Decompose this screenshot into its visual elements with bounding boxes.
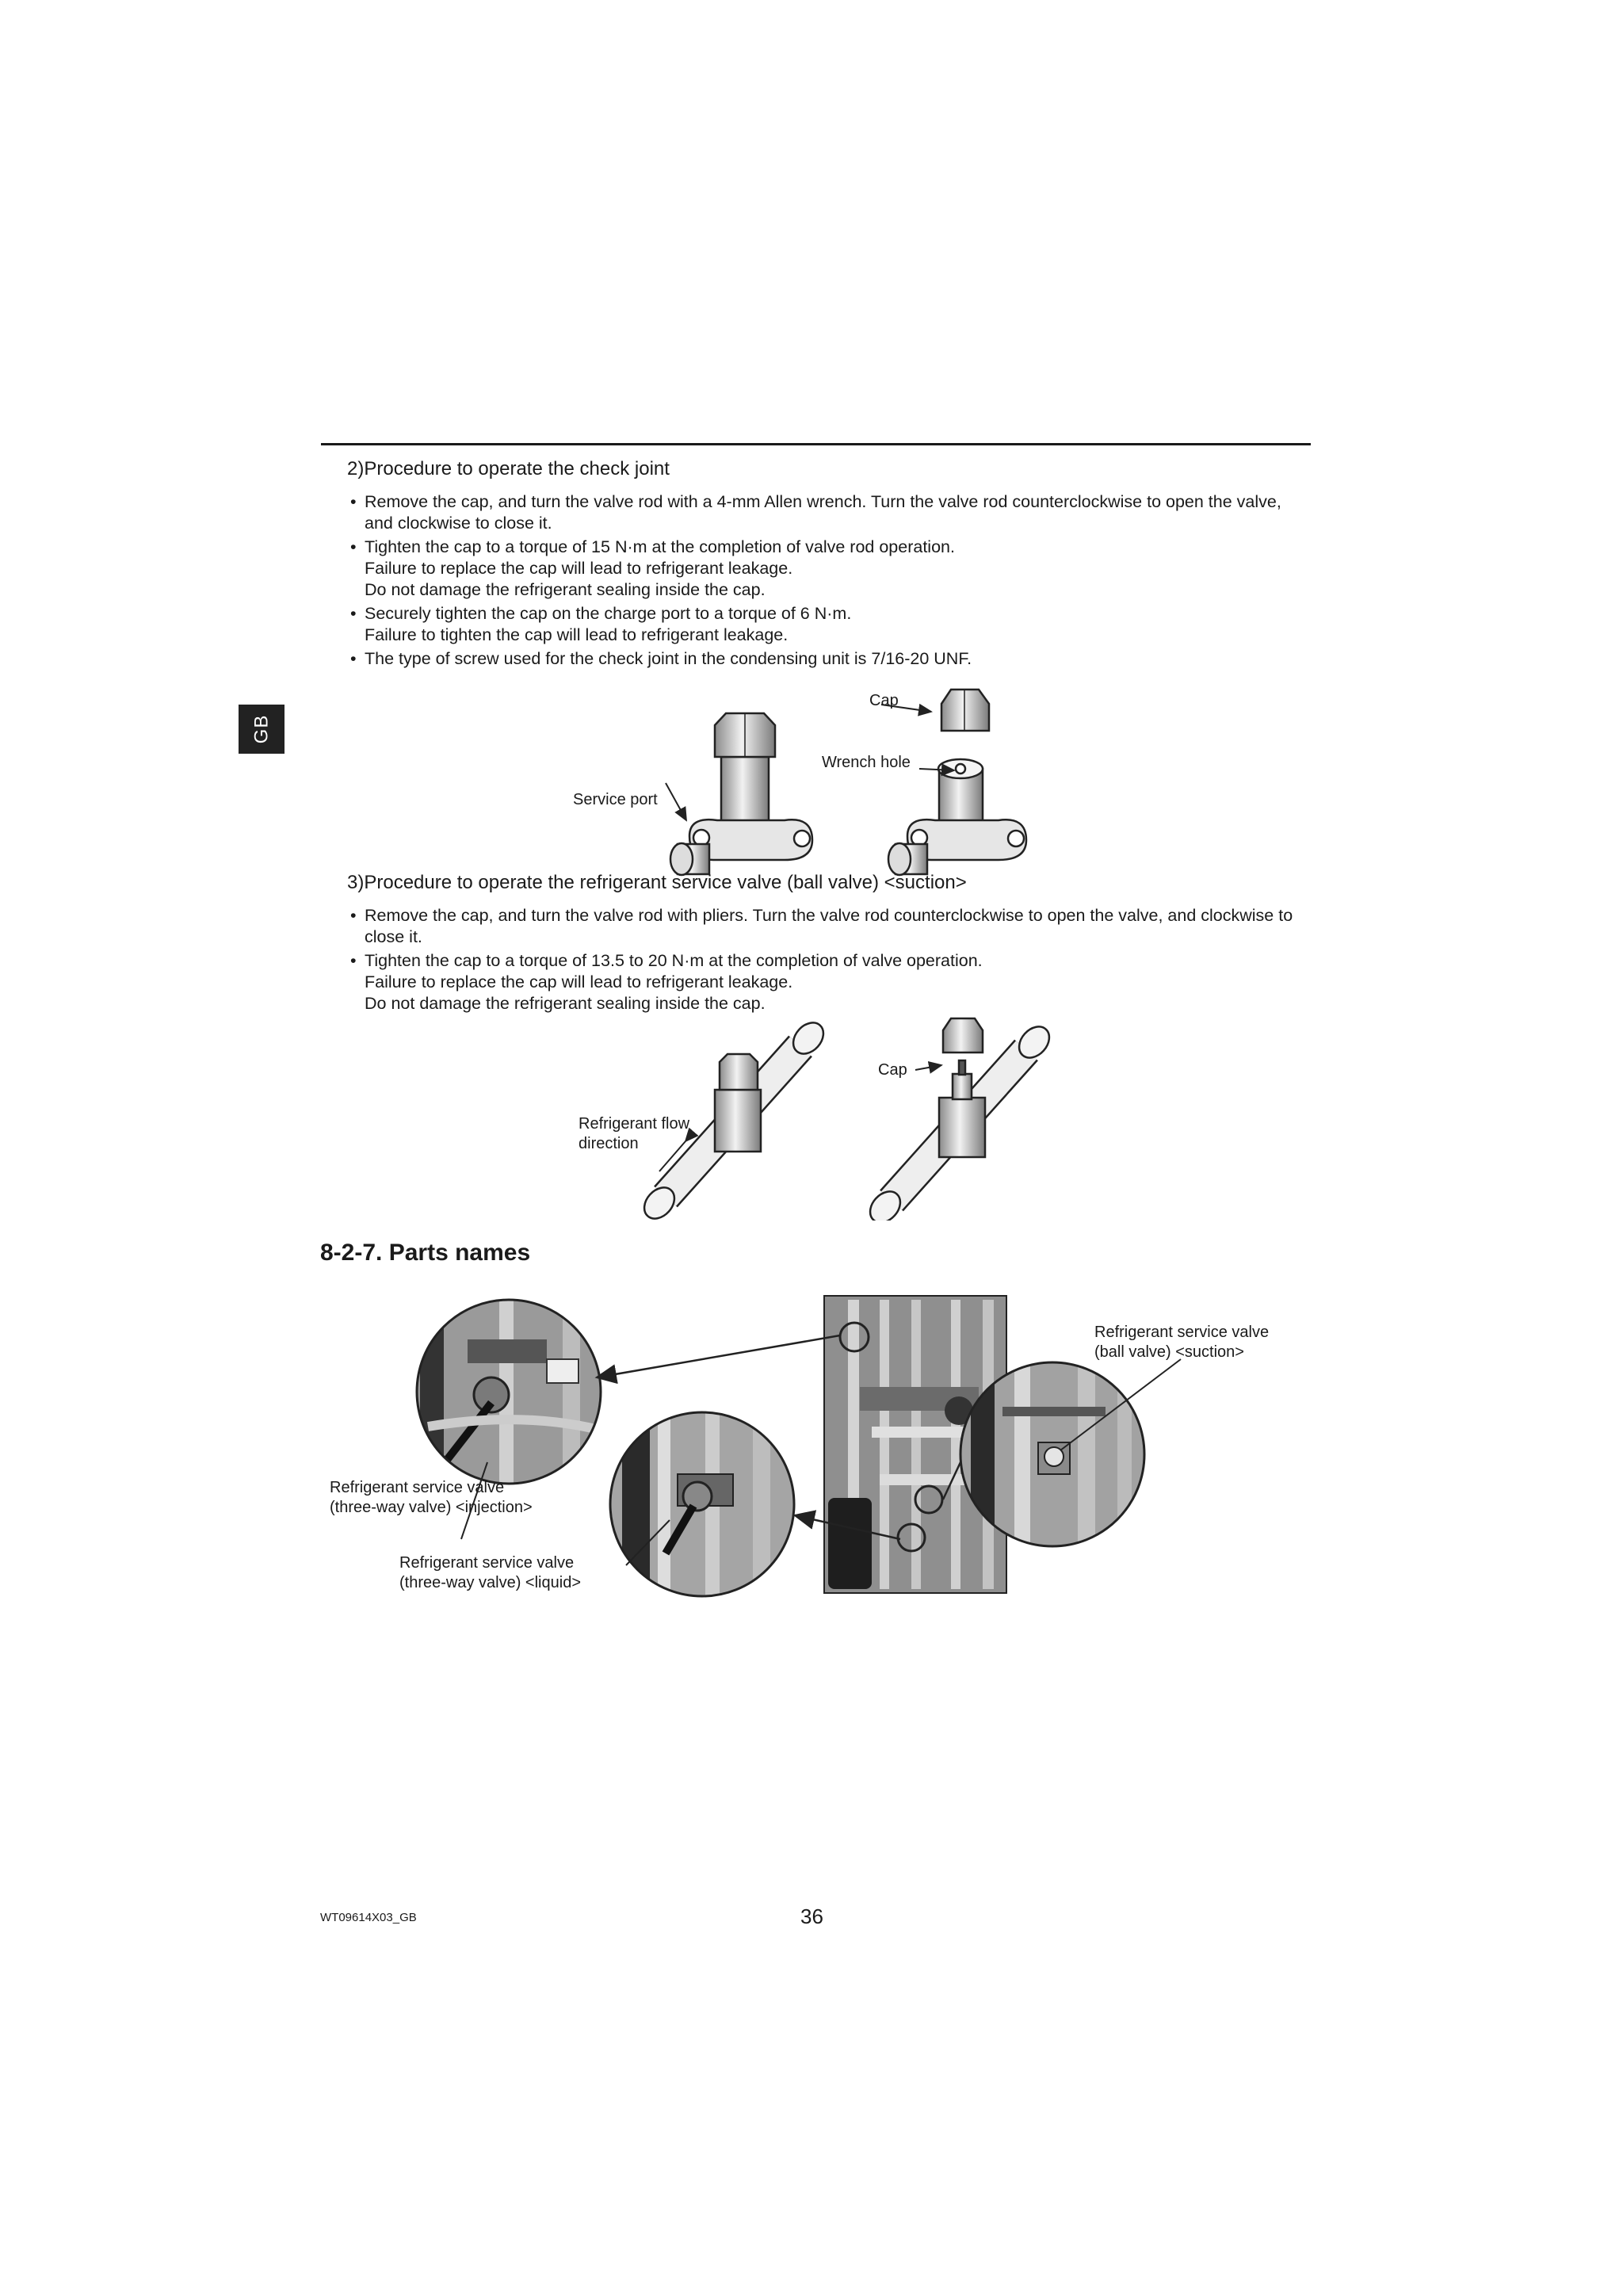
label-service-port: Service port (573, 791, 658, 808)
language-tab (239, 705, 285, 754)
text-line: Refrigerant service valve (399, 1554, 575, 1572)
text-line: Failure to replace the cap will lead to refrigerant leakage. (365, 559, 793, 578)
text-line: Refrigerant service valve (330, 1479, 505, 1496)
check-joint-with-cap (670, 713, 812, 875)
text-line: • Remove the cap, and turn the valve rod with a 4-mm Allen wrench. Turn the valve rod counterclockwise to open the valve, (365, 492, 1281, 511)
check-joint-heading: 2)Procedure to operate the check joint (347, 458, 670, 479)
text-line: Do not damage the refrigerant sealing inside the cap. (365, 994, 766, 1013)
check-joint-figure (571, 682, 1046, 896)
injection-valve-zoom (404, 1292, 618, 1498)
text-line: Do not damage the refrigerant sealing inside the cap. (365, 580, 766, 599)
text-line: (three-way valve) <liquid> (399, 1574, 581, 1591)
text-line: Refrigerant flow (579, 1115, 690, 1133)
text-line: • Remove the cap, and turn the valve rod with pliers. Turn the valve rod counterclockwise to open the valve, and clockwise to (365, 906, 1293, 925)
text-line: (ball valve) <suction> (1094, 1343, 1244, 1361)
ball-valve-heading: 3)Procedure to operate the refrigerant service valve (ball valve) <suction> (347, 872, 967, 893)
text-line: • Securely tighten the cap on the charge port to a torque of 6 N·m. (365, 604, 852, 623)
service-port-leader (666, 783, 686, 820)
text-line: close it. (365, 927, 422, 946)
loose-cap (941, 690, 989, 731)
ball-valve-cap (943, 1018, 983, 1052)
label-flow-direction (579, 1114, 689, 1154)
page-number: 36 (800, 1904, 823, 1928)
label-suction-valve (1094, 1323, 1269, 1362)
label-injection-valve (330, 1478, 533, 1518)
list-item (349, 905, 1312, 948)
text-line: Failure to replace the cap will lead to refrigerant leakage. (365, 972, 793, 991)
text-line: Refrigerant service valve (1094, 1324, 1270, 1341)
list-item (349, 491, 1312, 534)
language-tab-label: GB (250, 714, 272, 744)
liquid-valve-zoom (606, 1411, 804, 1601)
label-wrench-hole: Wrench hole (822, 754, 911, 771)
label-cap: Cap (869, 692, 899, 709)
list-item (349, 950, 1312, 1014)
ball-valve-bullets (349, 905, 1312, 1017)
check-joint-bullets (349, 491, 1312, 672)
injection-leader (597, 1335, 840, 1377)
document-code: WT09614X03_GB (320, 1911, 417, 1924)
text-line: (three-way valve) <injection> (330, 1499, 533, 1516)
text-line: • Tighten the cap to a torque of 15 N·m at the completion of valve rod operation. (365, 537, 955, 556)
text-line: Failure to tighten the cap will lead to refrigerant leakage. (365, 625, 789, 644)
text-line: and clockwise to close it. (365, 514, 552, 533)
header-rule (321, 443, 1311, 445)
list-item (349, 648, 1312, 670)
text-line: • Tighten the cap to a torque of 13.5 to 20 N·m at the completion of valve operation. (365, 951, 983, 970)
check-joint-without-cap (888, 759, 1026, 875)
label-ball-valve-cap: Cap (878, 1061, 907, 1079)
list-item (349, 603, 1312, 646)
suction-valve-zoom (959, 1359, 1149, 1549)
cap-leader (915, 1065, 941, 1070)
text-line: • The type of screw used for the check joint in the condensing unit is 7/16-20 UNF. (365, 649, 972, 668)
text-line: direction (579, 1135, 639, 1152)
list-item (349, 537, 1312, 601)
parts-names-title: 8-2-7. Parts names (320, 1240, 531, 1266)
label-liquid-valve (399, 1553, 581, 1593)
